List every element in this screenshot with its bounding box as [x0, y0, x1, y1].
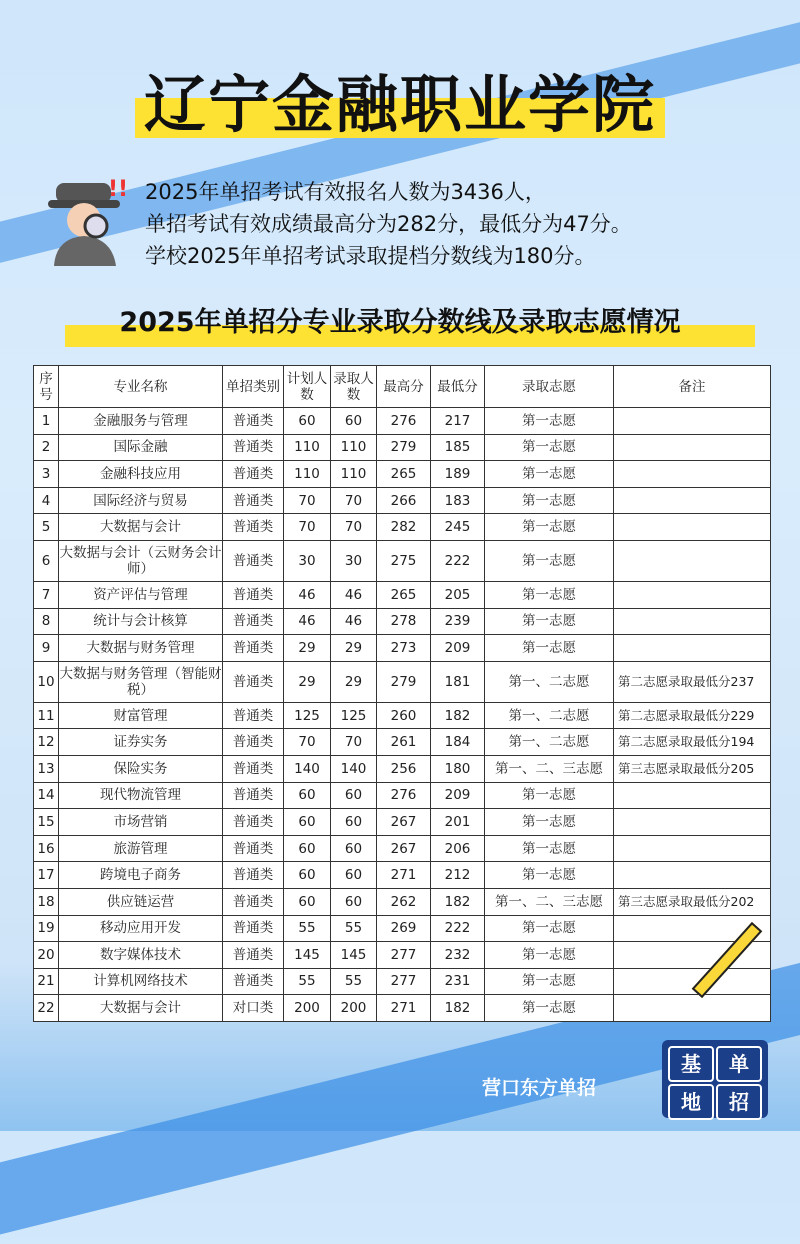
- table-cell: 110: [331, 434, 377, 461]
- info-block: [145, 176, 632, 272]
- table-cell: 70: [331, 487, 377, 514]
- table-cell: 46: [331, 608, 377, 635]
- table-cell: 第一、二志愿: [485, 729, 614, 756]
- table-cell: 第一志愿: [485, 835, 614, 862]
- table-cell: 3: [34, 461, 59, 488]
- table-cell: 60: [331, 835, 377, 862]
- table-cell: 第一志愿: [485, 915, 614, 942]
- table-row: [34, 702, 771, 729]
- table-cell: 大数据与财务管理: [59, 635, 223, 662]
- table-cell: [614, 514, 771, 541]
- table-row: [34, 408, 771, 435]
- table-cell: [614, 608, 771, 635]
- table-cell: 普通类: [223, 408, 284, 435]
- table-cell: 70: [331, 729, 377, 756]
- table-cell: [614, 862, 771, 889]
- table-cell: 统计与会计核算: [59, 608, 223, 635]
- table-cell: 55: [331, 915, 377, 942]
- table-row: [34, 942, 771, 969]
- table-row: [34, 635, 771, 662]
- table-cell: 对口类: [223, 995, 284, 1022]
- table-cell: 183: [431, 487, 485, 514]
- table-row: [34, 888, 771, 915]
- table-cell: 125: [331, 702, 377, 729]
- table-cell: 209: [431, 782, 485, 809]
- table-row: [34, 461, 771, 488]
- table-cell: 第一志愿: [485, 635, 614, 662]
- table-row: [34, 968, 771, 995]
- table-cell: [614, 540, 771, 581]
- table-cell: 110: [284, 461, 331, 488]
- table-cell: 60: [331, 408, 377, 435]
- table-cell: 第三志愿录取最低分202: [614, 888, 771, 915]
- table-cell: [614, 487, 771, 514]
- logo-char: 招: [716, 1084, 762, 1120]
- table-cell: 60: [284, 809, 331, 836]
- table-header-row: [34, 366, 771, 408]
- table-cell: 第一志愿: [485, 782, 614, 809]
- table-cell: 180: [431, 755, 485, 782]
- footer-brand: 营口东方单招: [482, 1077, 597, 1099]
- table-cell: 9: [34, 635, 59, 662]
- table-cell: 金融服务与管理: [59, 408, 223, 435]
- table-cell: 125: [284, 702, 331, 729]
- column-header: 备注: [614, 366, 771, 408]
- table-cell: 第一志愿: [485, 581, 614, 608]
- table-cell: 大数据与财务管理（智能财税）: [59, 661, 223, 702]
- table-cell: 181: [431, 661, 485, 702]
- table-cell: 普通类: [223, 862, 284, 889]
- section-subtitle: 2025年单招分专业录取分数线及录取志愿情况: [119, 307, 681, 338]
- table-cell: 267: [377, 809, 431, 836]
- table-cell: 第一志愿: [485, 942, 614, 969]
- table-cell: 256: [377, 755, 431, 782]
- table-row: [34, 755, 771, 782]
- table-cell: 第一、二志愿: [485, 702, 614, 729]
- table-cell: 140: [331, 755, 377, 782]
- table-cell: 第一志愿: [485, 487, 614, 514]
- table-cell: 55: [331, 968, 377, 995]
- table-row: [34, 487, 771, 514]
- table-cell: 14: [34, 782, 59, 809]
- table-cell: 60: [284, 408, 331, 435]
- table-cell: [614, 782, 771, 809]
- table-cell: 第一志愿: [485, 514, 614, 541]
- table-cell: 60: [331, 862, 377, 889]
- table-cell: 222: [431, 915, 485, 942]
- table-cell: 第一、二、三志愿: [485, 755, 614, 782]
- table-row: [34, 434, 771, 461]
- table-cell: 大数据与会计: [59, 995, 223, 1022]
- table-cell: 证券实务: [59, 729, 223, 756]
- table-row: [34, 540, 771, 581]
- column-header: 专业名称: [59, 366, 223, 408]
- table-cell: 第一志愿: [485, 995, 614, 1022]
- table-row: [34, 514, 771, 541]
- table-cell: 55: [284, 968, 331, 995]
- table-cell: 29: [284, 635, 331, 662]
- table-row: [34, 581, 771, 608]
- table-cell: 70: [284, 729, 331, 756]
- table-cell: 保险实务: [59, 755, 223, 782]
- table-cell: 19: [34, 915, 59, 942]
- table-cell: 普通类: [223, 702, 284, 729]
- table-cell: 大数据与会计（云财务会计师）: [59, 540, 223, 581]
- table-cell: 第二志愿录取最低分237: [614, 661, 771, 702]
- table-row: [34, 995, 771, 1022]
- admission-table: [33, 365, 771, 1022]
- table-cell: 17: [34, 862, 59, 889]
- table-cell: 200: [331, 995, 377, 1022]
- column-header: 录取志愿: [485, 366, 614, 408]
- table-cell: 第一志愿: [485, 408, 614, 435]
- table-cell: 231: [431, 968, 485, 995]
- column-header: 录取人数: [331, 366, 377, 408]
- info-line: 2025年单招考试有效报名人数为3436人，: [145, 180, 546, 204]
- table-row: [34, 782, 771, 809]
- table-cell: 普通类: [223, 968, 284, 995]
- table-cell: 1: [34, 408, 59, 435]
- column-header: 单招类别: [223, 366, 284, 408]
- table-row: [34, 862, 771, 889]
- table-cell: 第一志愿: [485, 809, 614, 836]
- table-cell: 金融科技应用: [59, 461, 223, 488]
- table-cell: 5: [34, 514, 59, 541]
- logo-char: 地: [668, 1084, 714, 1120]
- logo-char: 单: [716, 1046, 762, 1082]
- table-cell: [614, 635, 771, 662]
- table-cell: 265: [377, 461, 431, 488]
- table-cell: 第一志愿: [485, 968, 614, 995]
- table-cell: 4: [34, 487, 59, 514]
- table-cell: 第二志愿录取最低分194: [614, 729, 771, 756]
- table-cell: 普通类: [223, 608, 284, 635]
- table-cell: 279: [377, 434, 431, 461]
- table-cell: 145: [331, 942, 377, 969]
- table-cell: 18: [34, 888, 59, 915]
- table-cell: 278: [377, 608, 431, 635]
- table-cell: 265: [377, 581, 431, 608]
- table-cell: 30: [331, 540, 377, 581]
- table-cell: 271: [377, 995, 431, 1022]
- table-cell: 普通类: [223, 661, 284, 702]
- table-cell: 60: [284, 835, 331, 862]
- column-header: 序号: [34, 366, 59, 408]
- table-cell: 70: [331, 514, 377, 541]
- table-cell: 8: [34, 608, 59, 635]
- table-cell: 275: [377, 540, 431, 581]
- table-cell: 13: [34, 755, 59, 782]
- table-cell: 209: [431, 635, 485, 662]
- table-cell: 185: [431, 434, 485, 461]
- logo-char: 基: [668, 1046, 714, 1082]
- table-cell: 财富管理: [59, 702, 223, 729]
- table-cell: 数字媒体技术: [59, 942, 223, 969]
- table-cell: 国际经济与贸易: [59, 487, 223, 514]
- info-line: 学校2025年单招考试录取提档分数线为180分。: [145, 244, 596, 268]
- table-cell: 普通类: [223, 755, 284, 782]
- table-row: [34, 608, 771, 635]
- table-cell: [614, 809, 771, 836]
- table-cell: 29: [331, 661, 377, 702]
- table-cell: 12: [34, 729, 59, 756]
- table-cell: 跨境电子商务: [59, 862, 223, 889]
- table-cell: 70: [284, 514, 331, 541]
- svg-text:!!: !!: [108, 178, 128, 202]
- table-cell: 70: [284, 487, 331, 514]
- table-cell: 110: [284, 434, 331, 461]
- table-cell: 6: [34, 540, 59, 581]
- table-row: [34, 729, 771, 756]
- table-cell: 旅游管理: [59, 835, 223, 862]
- table-cell: 279: [377, 661, 431, 702]
- table-cell: [614, 408, 771, 435]
- table-row: [34, 835, 771, 862]
- table-row: [34, 661, 771, 702]
- table-cell: 普通类: [223, 888, 284, 915]
- table-cell: 140: [284, 755, 331, 782]
- table-cell: 182: [431, 888, 485, 915]
- table-cell: 普通类: [223, 434, 284, 461]
- table-cell: 20: [34, 942, 59, 969]
- table-cell: 第一志愿: [485, 608, 614, 635]
- table-cell: 普通类: [223, 461, 284, 488]
- table-cell: 271: [377, 862, 431, 889]
- table-cell: 第一志愿: [485, 461, 614, 488]
- table-cell: 277: [377, 968, 431, 995]
- table-cell: 大数据与会计: [59, 514, 223, 541]
- table-cell: 205: [431, 581, 485, 608]
- table-cell: 276: [377, 408, 431, 435]
- table-cell: [614, 968, 771, 995]
- table-cell: [614, 461, 771, 488]
- table-cell: [614, 434, 771, 461]
- table-cell: [614, 581, 771, 608]
- table-row: [34, 809, 771, 836]
- table-cell: 276: [377, 782, 431, 809]
- table-cell: 普通类: [223, 915, 284, 942]
- table-cell: 269: [377, 915, 431, 942]
- table-cell: 29: [284, 661, 331, 702]
- table-cell: 第一志愿: [485, 540, 614, 581]
- table-cell: 移动应用开发: [59, 915, 223, 942]
- table-cell: 182: [431, 702, 485, 729]
- table-cell: 245: [431, 514, 485, 541]
- info-line: 单招考试有效成绩最高分为282分，最低分为47分。: [145, 212, 632, 236]
- table-cell: 200: [284, 995, 331, 1022]
- table-cell: 239: [431, 608, 485, 635]
- table-cell: 201: [431, 809, 485, 836]
- table-cell: 282: [377, 514, 431, 541]
- table-cell: 市场营销: [59, 809, 223, 836]
- table-cell: 第一、二、三志愿: [485, 888, 614, 915]
- detective-avatar-icon: [46, 178, 128, 266]
- table-cell: 2: [34, 434, 59, 461]
- table-cell: 普通类: [223, 782, 284, 809]
- table-cell: [614, 835, 771, 862]
- table-cell: 46: [331, 581, 377, 608]
- table-row: [34, 915, 771, 942]
- table-cell: 266: [377, 487, 431, 514]
- table-cell: 普通类: [223, 581, 284, 608]
- table-cell: 普通类: [223, 540, 284, 581]
- table-cell: 273: [377, 635, 431, 662]
- table-cell: 60: [331, 888, 377, 915]
- table-cell: 第一志愿: [485, 434, 614, 461]
- table-cell: 60: [284, 888, 331, 915]
- table-cell: 212: [431, 862, 485, 889]
- table-cell: 277: [377, 942, 431, 969]
- table-cell: 国际金融: [59, 434, 223, 461]
- column-header: 计划人数: [284, 366, 331, 408]
- table-cell: 普通类: [223, 729, 284, 756]
- table-cell: 普通类: [223, 514, 284, 541]
- table-cell: 第三志愿录取最低分205: [614, 755, 771, 782]
- table-cell: 普通类: [223, 942, 284, 969]
- table-cell: 15: [34, 809, 59, 836]
- table-cell: 21: [34, 968, 59, 995]
- table-cell: 189: [431, 461, 485, 488]
- table-cell: 55: [284, 915, 331, 942]
- table-cell: 30: [284, 540, 331, 581]
- table-cell: 145: [284, 942, 331, 969]
- table-cell: 现代物流管理: [59, 782, 223, 809]
- table-cell: 182: [431, 995, 485, 1022]
- table-cell: 222: [431, 540, 485, 581]
- table-cell: 110: [331, 461, 377, 488]
- table-cell: 第二志愿录取最低分229: [614, 702, 771, 729]
- table-cell: 46: [284, 608, 331, 635]
- table-cell: 60: [284, 782, 331, 809]
- page-title: 辽宁金融职业学院: [143, 68, 656, 141]
- table-cell: 46: [284, 581, 331, 608]
- table-cell: 184: [431, 729, 485, 756]
- table-cell: 11: [34, 702, 59, 729]
- table-cell: 232: [431, 942, 485, 969]
- table-cell: 普通类: [223, 835, 284, 862]
- table-cell: 普通类: [223, 635, 284, 662]
- table-cell: 供应链运营: [59, 888, 223, 915]
- table-cell: 60: [331, 782, 377, 809]
- table-cell: 206: [431, 835, 485, 862]
- table-cell: 262: [377, 888, 431, 915]
- table-cell: 7: [34, 581, 59, 608]
- table-cell: [614, 995, 771, 1022]
- column-header: 最高分: [377, 366, 431, 408]
- column-header: 最低分: [431, 366, 485, 408]
- table-cell: 22: [34, 995, 59, 1022]
- table-cell: 普通类: [223, 487, 284, 514]
- table-cell: 261: [377, 729, 431, 756]
- table-cell: 第一志愿: [485, 862, 614, 889]
- table-cell: 60: [284, 862, 331, 889]
- table-cell: 217: [431, 408, 485, 435]
- table-cell: 16: [34, 835, 59, 862]
- table-cell: 10: [34, 661, 59, 702]
- table-cell: 260: [377, 702, 431, 729]
- table-cell: 资产评估与管理: [59, 581, 223, 608]
- table-cell: 267: [377, 835, 431, 862]
- table-cell: 第一、二志愿: [485, 661, 614, 702]
- table-cell: 29: [331, 635, 377, 662]
- table-cell: 计算机网络技术: [59, 968, 223, 995]
- table-cell: 普通类: [223, 809, 284, 836]
- table-cell: 60: [331, 809, 377, 836]
- logo: [662, 1040, 768, 1118]
